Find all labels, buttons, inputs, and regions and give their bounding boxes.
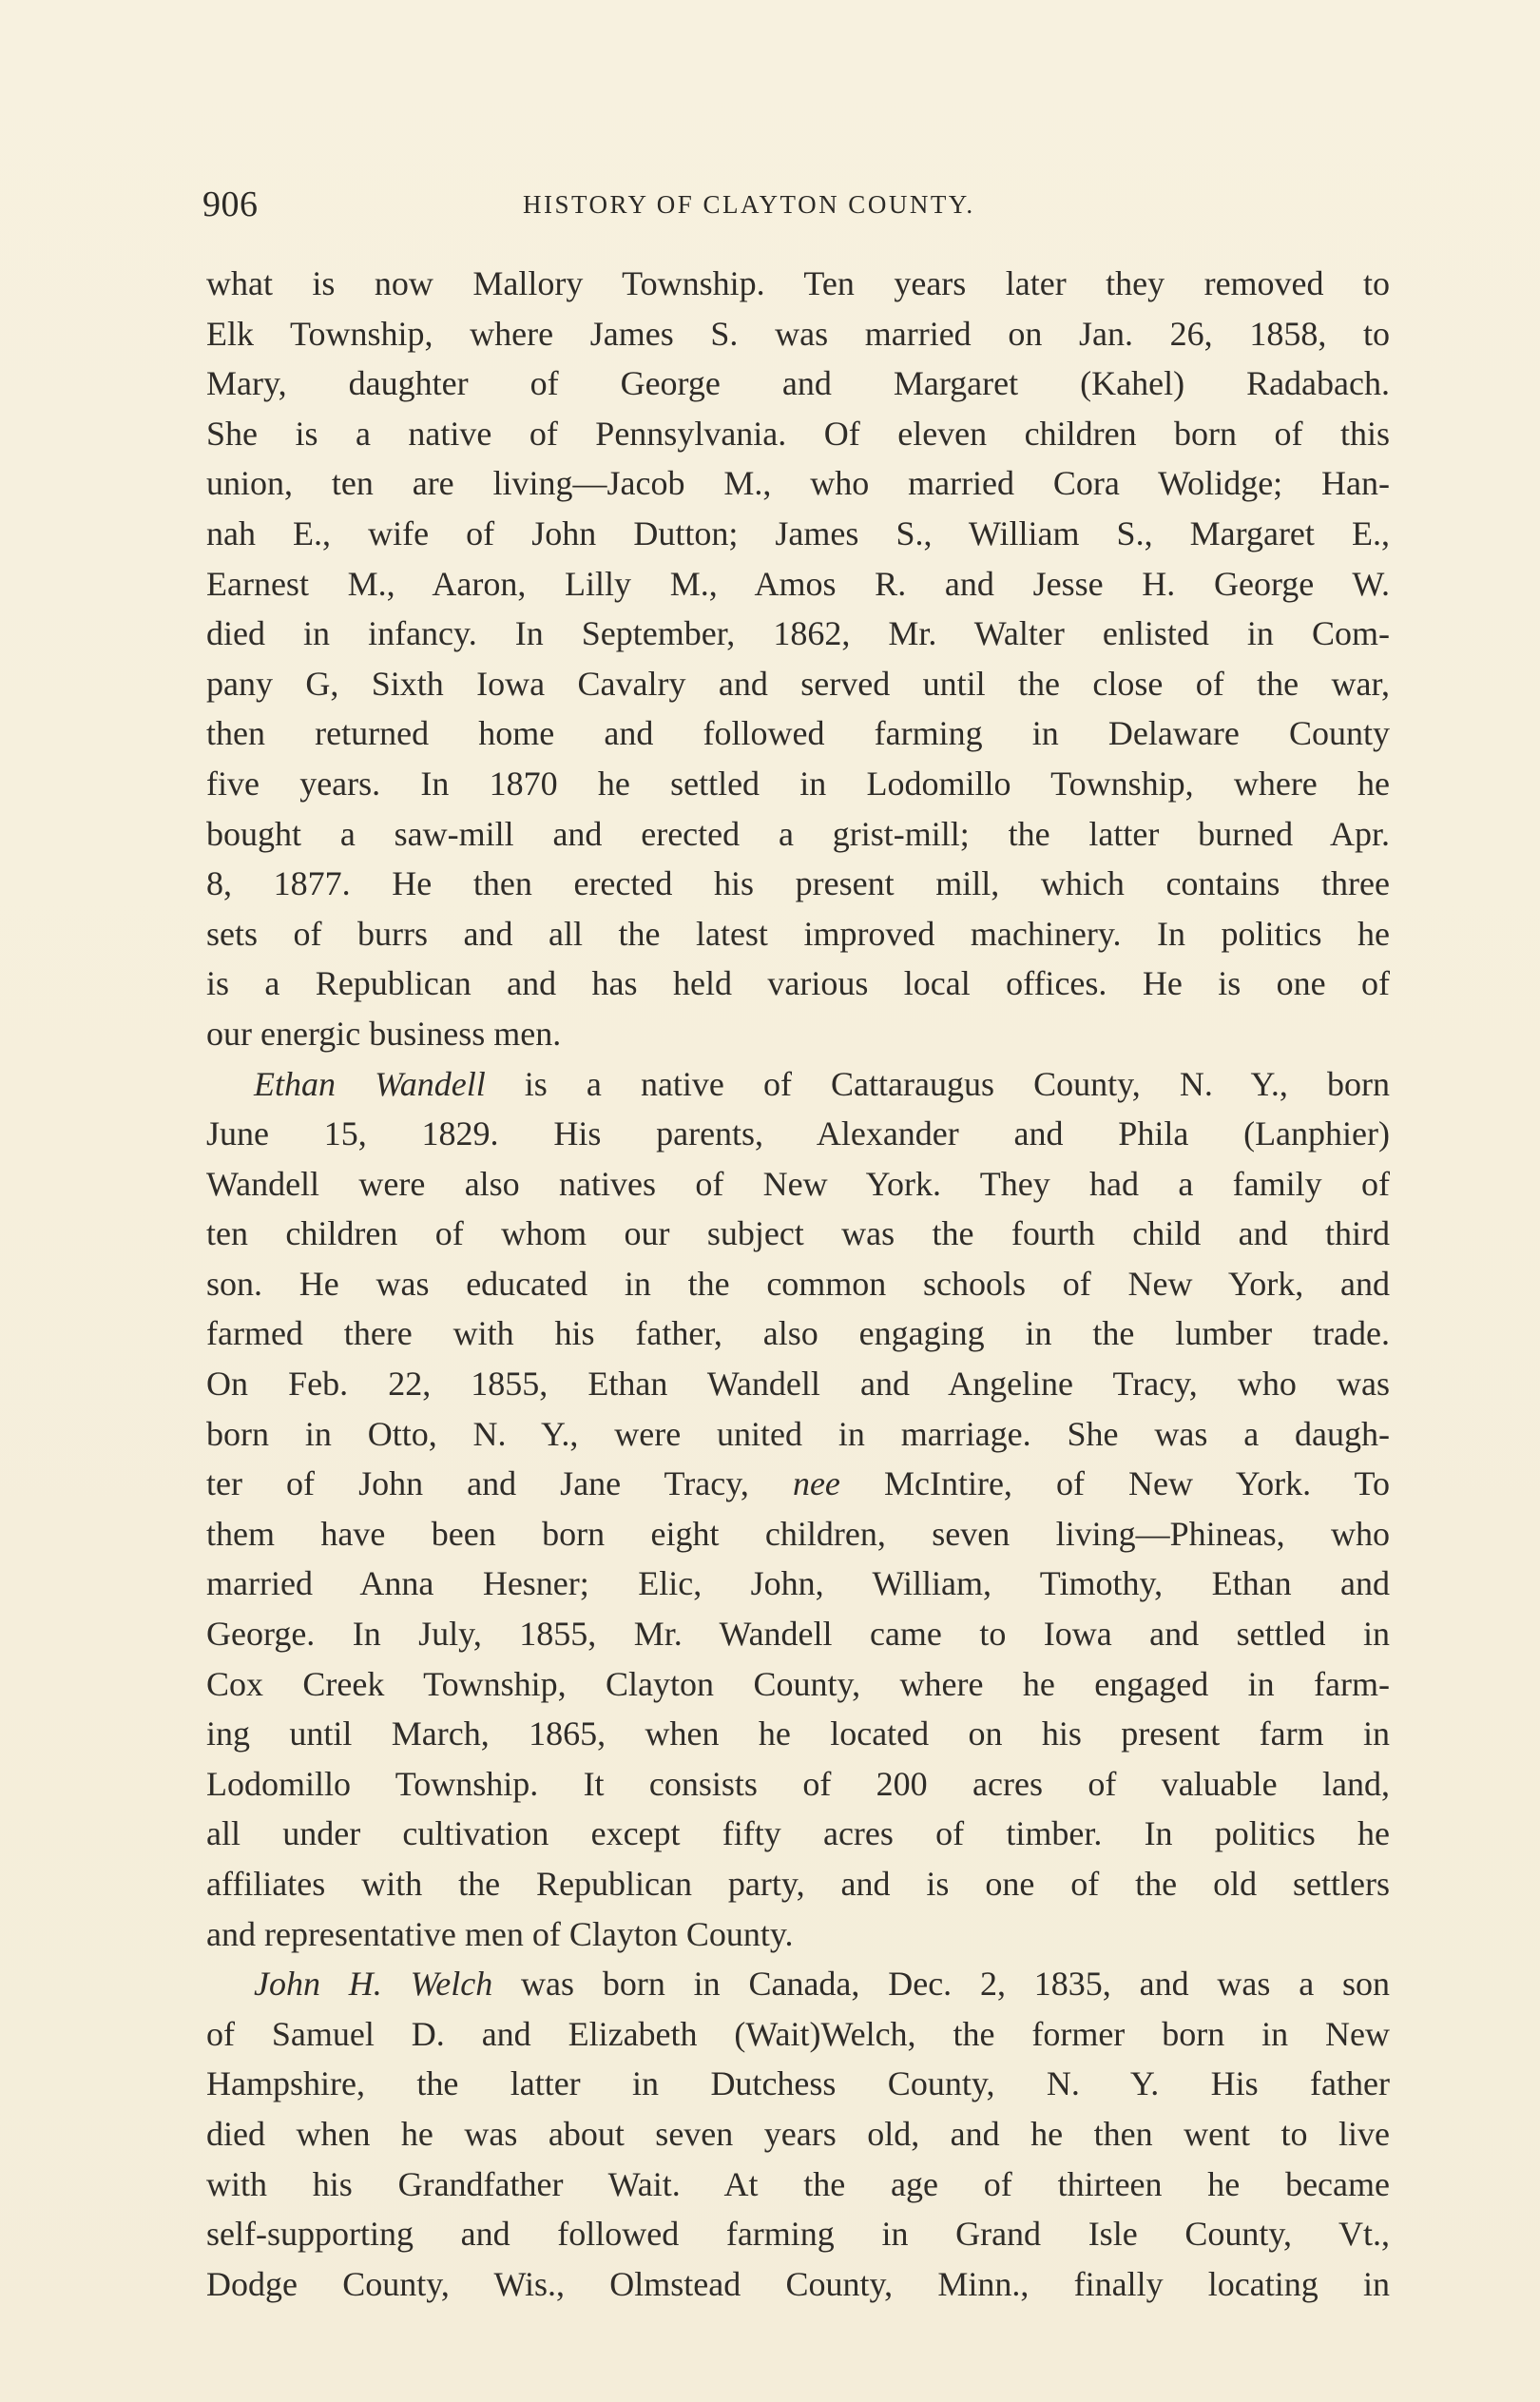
line-text: was born in Canada, Dec. 2, 1835, and was a son	[492, 1965, 1390, 2004]
line-text: nah E., wife of John Dutton; James S., William S., Margaret E.,	[206, 513, 1390, 552]
line-text: our energic business men.	[206, 1014, 562, 1053]
text-line-18	[206, 1109, 1390, 1159]
text-line-38	[206, 2109, 1390, 2160]
text-line-19	[206, 1159, 1390, 1210]
line-text-after: McIntire, of New York. To	[839, 1464, 1390, 1503]
text-line-9	[206, 659, 1390, 709]
text-line-41	[206, 2259, 1390, 2310]
line-text: son. He was educated in the common schools of New York, and	[206, 1264, 1390, 1303]
line-text: bought a saw-mill and erected a grist-mill; the latter burned Apr.	[206, 814, 1390, 853]
line-text: sets of burrs and all the latest improved machinery. In politics he	[206, 914, 1390, 953]
text-line-33	[206, 1859, 1390, 1909]
text-line-37	[206, 2059, 1390, 2109]
line-text: what is now Mallory Township. Ten years later they removed to	[206, 264, 1390, 302]
line-text: is a Republican and has held various local offices. He is one of	[206, 964, 1390, 1003]
text-line-30	[206, 1709, 1390, 1759]
line-text: Earnest M., Aaron, Lilly M., Amos R. and Jesse H. George W.	[206, 564, 1390, 603]
text-line-11	[206, 759, 1390, 809]
line-text: On Feb. 22, 1855, Ethan Wandell and Angeline Tracy, who was	[206, 1365, 1390, 1404]
text-line-2	[206, 309, 1390, 359]
line-text: pany G, Sixth Iowa Cavalry and served until the close of the war,	[206, 664, 1390, 703]
text-line-27	[206, 1559, 1390, 1609]
text-line-26	[206, 1509, 1390, 1559]
text-line-8	[206, 609, 1390, 659]
line-text: is a native of Cattaraugus County, N. Y., born	[485, 1064, 1390, 1103]
text-line-3	[206, 358, 1390, 409]
text-line-39	[206, 2160, 1390, 2210]
text-line-17	[206, 1059, 1390, 1110]
line-text: Dodge County, Wis., Olmstead County, Minn., finally locating in	[206, 2264, 1390, 2303]
line-text: them have been born eight children, seven living—Phineas, who	[206, 1514, 1390, 1553]
text-line-1	[206, 259, 1390, 309]
text-line-10	[206, 708, 1390, 759]
text-line-36	[206, 2009, 1390, 2060]
text-line-20	[206, 1209, 1390, 1259]
line-text: Lodomillo Township. It consists of 200 acres of valuable land,	[206, 1764, 1390, 1803]
text-line-28	[206, 1609, 1390, 1659]
line-text: Elk Township, where James S. was married on Jan. 26, 1858, to	[206, 314, 1390, 353]
text-line-5	[206, 458, 1390, 509]
italic-word: nee	[792, 1464, 840, 1503]
line-text: died in infancy. In September, 1862, Mr. Walter enlisted in Com-	[206, 614, 1390, 653]
line-text: Mary, daughter of George and Margaret (Kahel) Radabach.	[206, 364, 1390, 403]
line-text: ing until March, 1865, when he located on his present farm in	[206, 1714, 1390, 1753]
line-text: Wandell were also natives of New York. They had a family of	[206, 1164, 1390, 1203]
line-text: born in Otto, N. Y., were united in marriage. She was a daugh-	[206, 1414, 1390, 1453]
text-line-13	[206, 859, 1390, 909]
text-line-31	[206, 1759, 1390, 1810]
line-text: with his Grandfather Wait. At the age of thirteen he became	[206, 2164, 1390, 2203]
line-text: farmed there with his father, also engaging in the lumber trade.	[206, 1314, 1390, 1353]
text-line-21	[206, 1259, 1390, 1309]
line-text: self-supporting and followed farming in Grand Isle County, Vt.,	[206, 2215, 1390, 2254]
text-line-12	[206, 809, 1390, 860]
text-line-16	[206, 1009, 1390, 1059]
text-line-4	[206, 409, 1390, 459]
text-line-23	[206, 1359, 1390, 1409]
line-text: George. In July, 1855, Mr. Wandell came to Iowa and settled in	[206, 1615, 1390, 1654]
text-line-15	[206, 959, 1390, 1009]
page-number: 906	[202, 184, 259, 224]
text-line-32	[206, 1809, 1390, 1859]
body-text	[206, 259, 1390, 2309]
line-text: married Anna Hesner; Elic, John, William, Timothy, Ethan and	[206, 1564, 1390, 1603]
line-text: Cox Creek Township, Clayton County, where he engaged in farm-	[206, 1664, 1390, 1703]
line-text: all under cultivation except fifty acres of timber. In politics he	[206, 1814, 1390, 1853]
text-line-40	[206, 2209, 1390, 2259]
line-text: 8, 1877. He then erected his present mill, which contains three	[206, 864, 1390, 903]
line-text: June 15, 1829. His parents, Alexander and Phila (Lanphier)	[206, 1114, 1390, 1153]
text-line-7	[206, 559, 1390, 610]
line-text: affiliates with the Republican party, and is one of the old settlers	[206, 1865, 1390, 1903]
text-line-22	[206, 1308, 1390, 1359]
text-line-35	[206, 1959, 1390, 2009]
line-text: She is a native of Pennsylvania. Of eleven children born of this	[206, 414, 1390, 453]
line-text: Hampshire, the latter in Dutchess County, N. Y. His father	[206, 2064, 1390, 2103]
subject-name: John H. Welch	[254, 1965, 493, 2004]
text-line-29	[206, 1659, 1390, 1710]
line-text: and representative men of Clayton County.	[206, 1914, 794, 1953]
line-text: died when he was about seven years old, and he then went to live	[206, 2114, 1390, 2153]
text-line-14	[206, 909, 1390, 959]
line-text: of Samuel D. and Elizabeth (Wait)Welch, the former born in New	[206, 2014, 1390, 2053]
line-text: ten children of whom our subject was the fourth child and third	[206, 1214, 1390, 1253]
subject-name: Ethan Wandell	[254, 1064, 486, 1103]
text-line-24	[206, 1409, 1390, 1460]
line-text: five years. In 1870 he settled in Lodomillo Township, where he	[206, 764, 1390, 803]
line-text: ter of John and Jane Tracy,	[206, 1464, 793, 1503]
line-text: union, ten are living—Jacob M., who married Cora Wolidge; Han-	[206, 464, 1390, 503]
text-line-25	[206, 1459, 1390, 1509]
text-line-34	[206, 1909, 1390, 1960]
running-head: HISTORY OF CLAYTON COUNTY.	[523, 190, 975, 219]
line-text: then returned home and followed farming in Delaware County	[206, 714, 1390, 753]
text-line-6	[206, 509, 1390, 559]
